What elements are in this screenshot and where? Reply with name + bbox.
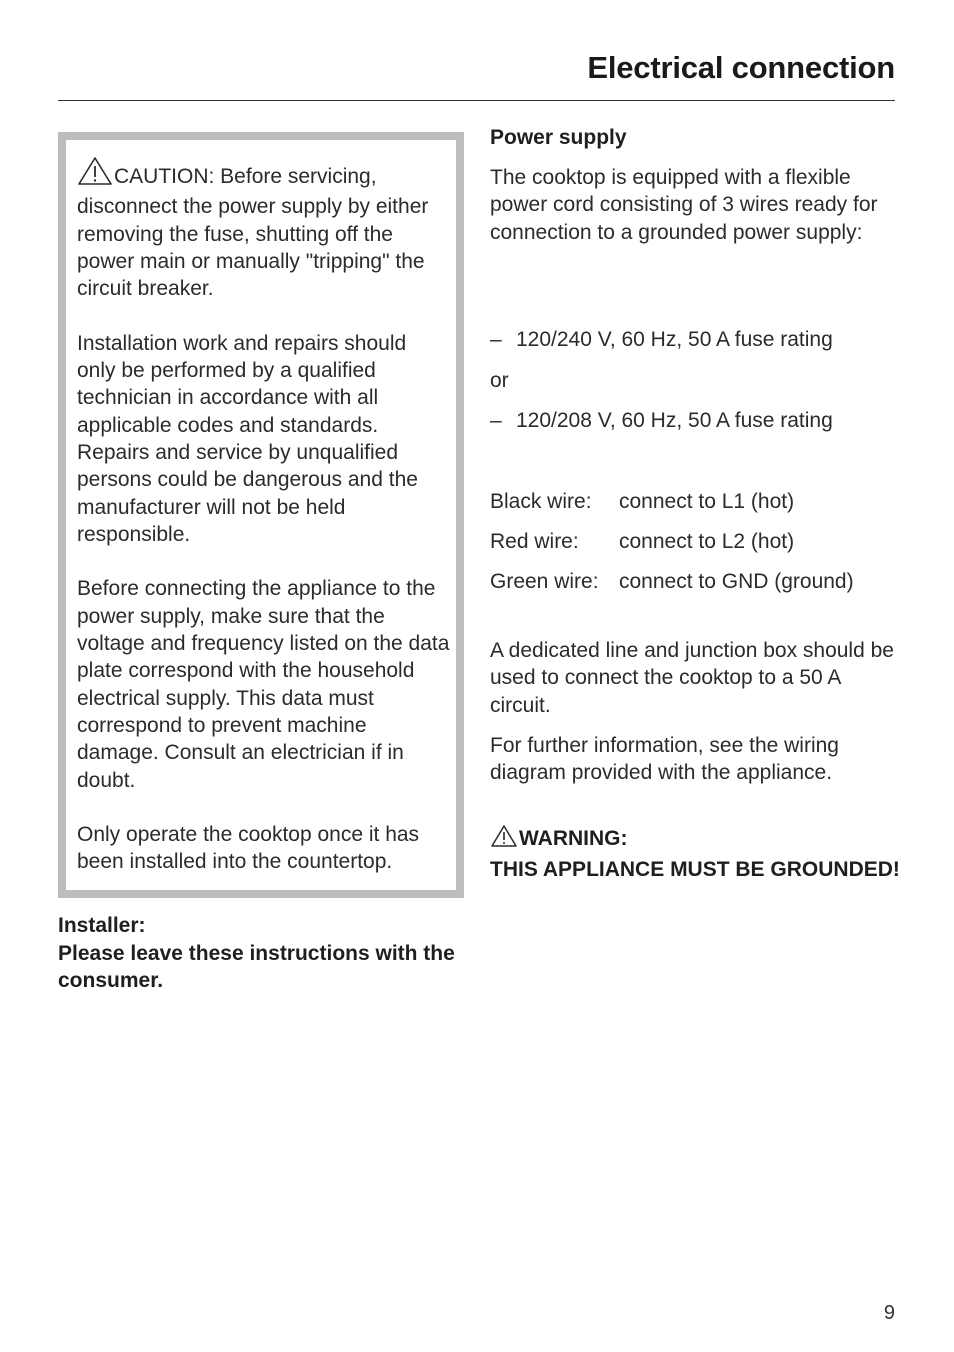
caution-paragraph: Before connecting the appliance to the power supply, make sure that the voltage and frequency listed on the data plate correspond with the household electrical supply. This data must correspond to prevent machine damage. Consult an electrician if in doubt. [77,577,450,792]
or-text: or [490,369,509,392]
wire-row-red [490,528,794,555]
caution-paragraph: Only operate the cooktop once it has been installed into the countertop. [77,823,420,874]
warning-triangle-icon [77,156,113,193]
wire-connection: connect to L1 (hot) [619,490,795,513]
wire-label: Red wire: [490,530,579,553]
power-supply-section [490,124,900,881]
page-title: Electrical connection [587,50,895,85]
power-supply-heading: Power supply [490,126,627,149]
page-number: 9 [883,1302,895,1324]
wire-row-black [490,488,794,515]
warning-triangle-icon [490,824,518,856]
title-divider [58,100,895,101]
grounding-warning [490,824,900,883]
further-info-text: For further information, see the wiring diagram provided with the appliance. [490,734,839,785]
wire-connection: connect to L2 (hot) [619,530,795,553]
wire-row-green [490,568,854,595]
caution-box-content [66,140,456,890]
warning-label: WARNING: [519,827,628,850]
voltage-option-1 [490,326,833,353]
junction-box-text: A dedicated line and junction box should be used to connect the cooktop to a 50 A circuit. [490,639,894,717]
caution-text: CAUTION: Before servicing, disconnect the power supply by either removing the fuse, shutting off the power main or manually "tripping" the circuit breaker. [77,165,429,301]
installer-text: Please leave these instructions with the consumer. [58,941,455,992]
voltage-option-text: 120/208 V, 60 Hz, 50 A fuse rating [516,409,833,432]
wire-label: Black wire: [490,490,592,513]
caution-paragraph [77,156,450,302]
power-supply-intro: The cooktop is equipped with a flexible power cord consisting of 3 wires ready for connection to a grounded power supply: [490,166,878,244]
dash-bullet: – [490,409,502,432]
voltage-option-2 [490,407,833,434]
wire-connection: connect to GND (ground) [619,570,854,593]
caution-paragraph: Installation work and repairs should only be performed by a qualified technician in accordance with all applicable codes and standards. Repairs and service by unqualified persons could be dangerous and the manufacturer will not be held responsible. [77,331,418,546]
warning-text: THIS APPLIANCE MUST BE GROUNDED! [490,857,900,881]
wire-label: Green wire: [490,570,599,593]
installer-label: Installer: [58,914,146,937]
dash-bullet: – [490,328,502,351]
caution-box [58,132,464,898]
installer-note [58,912,468,995]
voltage-option-text: 120/240 V, 60 Hz, 50 A fuse rating [516,328,833,351]
